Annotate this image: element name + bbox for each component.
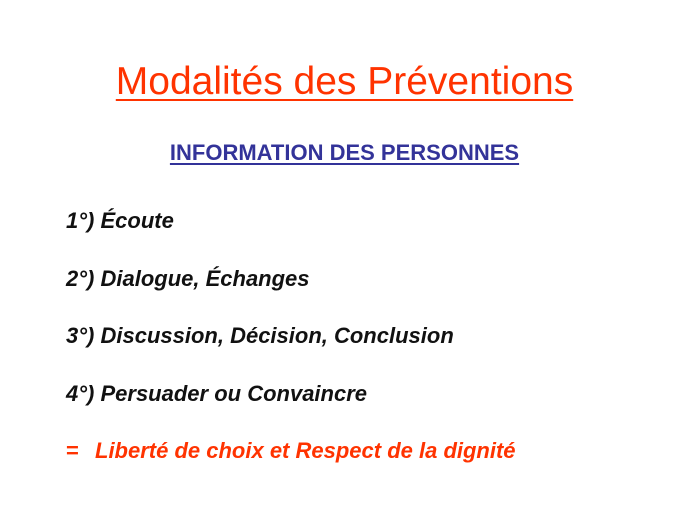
list-item-persuader: 4°) Persuader ou Convaincre — [66, 381, 368, 406]
list-item-ecoute: 1°) Écoute — [66, 208, 174, 233]
slide-subtitle: INFORMATION DES PERSONNES — [169, 140, 520, 165]
slide-title: Modalités des Préventions — [115, 60, 574, 103]
conclusion-text: Liberté de choix et Respect de la dignité — [95, 438, 516, 463]
conclusion-line — [66, 437, 516, 465]
equals-symbol: = — [66, 438, 79, 463]
list-item-discussion: 3°) Discussion, Décision, Conclusion — [66, 323, 454, 348]
list-item-dialogue: 2°) Dialogue, Échanges — [66, 266, 310, 291]
